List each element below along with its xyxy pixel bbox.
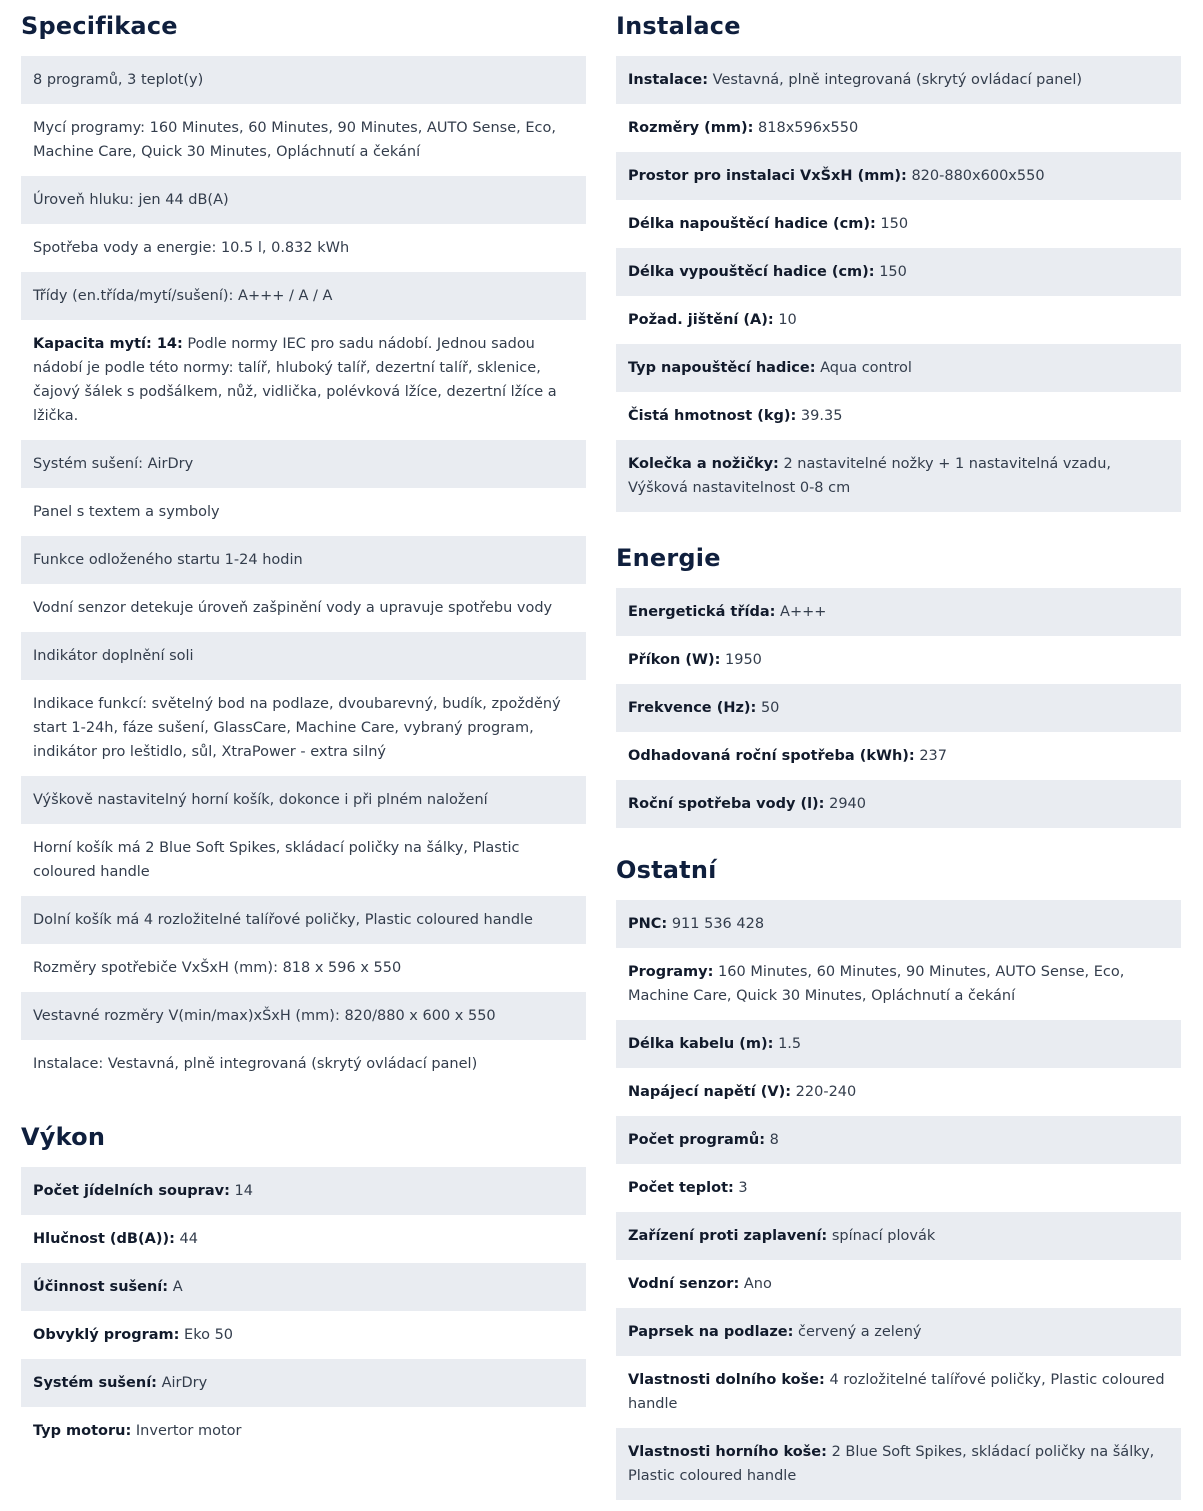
section-title-instalace: Instalace [616, 12, 741, 40]
spec-value: Mycí programy: 160 Minutes, 60 Minutes, 90 Minutes, AUTO Sense, Eco, Machine Care, Quick 30 Minutes, Opláchnutí a čekání [33, 120, 556, 160]
spec-row [21, 1040, 586, 1088]
spec-row [616, 948, 1181, 1020]
spec-value: 820-880x600x550 [911, 168, 1045, 184]
spec-value: Vestavné rozměry V(min/max)xŠxH (mm): 820/880 x 600 x 550 [33, 1008, 496, 1024]
spec-row [616, 1164, 1181, 1212]
spec-value: Výškově nastavitelný horní košík, dokonce i při plném naložení [33, 792, 488, 808]
spec-row [616, 200, 1181, 248]
spec-row [21, 440, 586, 488]
spec-value: Eko 50 [184, 1327, 234, 1343]
performance-list [21, 1167, 586, 1455]
spec-value: A [172, 1279, 183, 1295]
spec-row [616, 392, 1181, 440]
spec-value: červený a zelený [798, 1324, 922, 1340]
spec-value: Úroveň hluku: jen 44 dB(A) [33, 192, 229, 208]
spec-value: 44 [179, 1231, 198, 1247]
spec-value: 911 536 428 [671, 916, 765, 932]
spec-label: Systém sušení: [33, 1375, 157, 1391]
spec-row [21, 632, 586, 680]
spec-row [616, 684, 1181, 732]
spec-label: Paprsek na podlaze: [628, 1324, 794, 1340]
spec-label: Programy: [628, 964, 714, 980]
spec-label: Instalace: [628, 72, 709, 88]
spec-value: Invertor motor [135, 1423, 242, 1439]
other-list [616, 900, 1181, 1500]
spec-row [616, 440, 1181, 512]
right-column [616, 0, 1181, 1500]
spec-row [21, 584, 586, 632]
installation-list [616, 56, 1181, 512]
spec-row [21, 776, 586, 824]
spec-label: Energetická třída: [628, 604, 776, 620]
spec-value: 3 [738, 1180, 748, 1196]
spec-list [21, 56, 586, 1088]
spec-value: 150 [880, 216, 909, 232]
spec-value: 1.5 [778, 1036, 802, 1052]
section-title-energie: Energie [616, 544, 721, 572]
spec-label: Délka vypouštěcí hadice (cm): [628, 264, 875, 280]
spec-row [21, 1359, 586, 1407]
spec-row [616, 1068, 1181, 1116]
spec-value: Instalace: Vestavná, plně integrovaná (skrytý ovládací panel) [33, 1056, 478, 1072]
spec-label: Hlučnost (dB(A)): [33, 1231, 175, 1247]
spec-value: Aqua control [820, 360, 912, 376]
spec-value: 150 [879, 264, 907, 280]
spec-value: Systém sušení: AirDry [33, 456, 194, 472]
spec-label: Počet teplot: [628, 1180, 734, 1196]
spec-row [616, 1116, 1181, 1164]
spec-label: Rozměry (mm): [628, 120, 754, 136]
spec-value: 220-240 [795, 1084, 857, 1100]
spec-label: Délka kabelu (m): [628, 1036, 774, 1052]
spec-value: spínací plovák [831, 1228, 936, 1244]
spec-value: Panel s textem a symboly [33, 504, 220, 520]
spec-value: 237 [919, 748, 948, 764]
spec-value: Rozměry spotřebiče VxŠxH (mm): 818 x 596 x 550 [33, 960, 402, 976]
spec-row [616, 1428, 1181, 1500]
spec-value: 39.35 [800, 408, 843, 424]
spec-value: Indikátor doplnění soli [33, 648, 194, 664]
spec-row [21, 944, 586, 992]
spec-row [616, 296, 1181, 344]
spec-row [616, 248, 1181, 296]
spec-label: Prostor pro instalaci VxŠxH (mm): [628, 168, 907, 184]
spec-label: Napájecí napětí (V): [628, 1084, 792, 1100]
spec-row [21, 896, 586, 944]
spec-row [21, 56, 586, 104]
spec-value: Podle normy IEC pro sadu nádobí. Jednou sadou nádobí je podle této normy: talíř, hluboký talíř, dezertní talíř, sklenice, čajový šálek s podšálkem, nůž, vidlička, polévková lžíce, dezertní lžíce a lžička. [33, 336, 557, 424]
spec-label: Délka napouštěcí hadice (cm): [628, 216, 876, 232]
spec-row [21, 1215, 586, 1263]
spec-value: 818x596x550 [758, 120, 859, 136]
spec-row [21, 1407, 586, 1455]
spec-value: Spotřeba vody a energie: 10.5 l, 0.832 kWh [33, 240, 350, 256]
spec-row [616, 56, 1181, 104]
spec-label: Roční spotřeba vody (l): [628, 796, 825, 812]
spec-row [616, 1356, 1181, 1428]
spec-value: Dolní košík má 4 rozložitelné talířové poličky, Plastic coloured handle [33, 912, 533, 928]
spec-label: Typ napouštěcí hadice: [628, 360, 816, 376]
spec-label: Příkon (W): [628, 652, 721, 668]
spec-label: Kolečka a nožičky: [628, 456, 779, 472]
spec-row [21, 992, 586, 1040]
spec-label: Počet jídelních souprav: [33, 1183, 230, 1199]
spec-value: 14 [234, 1183, 253, 1199]
spec-value: Třídy (en.třída/mytí/sušení): A+++ / A / A [33, 288, 333, 304]
spec-label: Typ motoru: [33, 1423, 132, 1439]
spec-value: 8 programů, 3 teplot(y) [33, 72, 204, 88]
spec-value: 1950 [725, 652, 762, 668]
spec-label: Čistá hmotnost (kg): [628, 408, 797, 424]
spec-value: 160 Minutes, 60 Minutes, 90 Minutes, AUTO Sense, Eco, Machine Care, Quick 30 Minutes, Opláchnutí a čekání [628, 964, 1125, 1004]
spec-row [21, 320, 586, 440]
spec-label: Vlastnosti dolního koše: [628, 1372, 825, 1388]
section-title-vykon: Výkon [21, 1123, 106, 1151]
energy-list [616, 588, 1181, 828]
spec-value: AirDry [161, 1375, 208, 1391]
spec-row [616, 732, 1181, 780]
spec-value: 2 Blue Soft Spikes, skládací poličky na šálky, Plastic coloured handle [628, 1444, 1155, 1484]
spec-value: 50 [760, 700, 780, 716]
spec-row [616, 1212, 1181, 1260]
spec-label: Počet programů: [628, 1132, 766, 1148]
spec-value: 8 [769, 1132, 779, 1148]
spec-row [21, 488, 586, 536]
spec-label: Obvyklý program: [33, 1327, 180, 1343]
spec-row [616, 152, 1181, 200]
spec-row [616, 636, 1181, 684]
spec-row [616, 344, 1181, 392]
spec-row [21, 680, 586, 776]
spec-label: Frekvence (Hz): [628, 700, 757, 716]
spec-row [21, 1263, 586, 1311]
spec-value: 2 nastavitelné nožky + 1 nastavitelná vzadu, Výšková nastavitelnost 0-8 cm [628, 456, 1111, 496]
spec-value: Horní košík má 2 Blue Soft Spikes, skládací poličky na šálky, Plastic coloured handle [33, 840, 520, 880]
spec-label: Zařízení proti zaplavení: [628, 1228, 828, 1244]
spec-value: A+++ [780, 604, 827, 620]
left-column [21, 0, 586, 1455]
spec-value: Vodní senzor detekuje úroveň zašpinění vody a upravuje spotřebu vody [33, 600, 553, 616]
spec-value: Indikace funkcí: světelný bod na podlaze, dvoubarevný, budík, zpožděný start 1-24h, fáze sušení, GlassCare, Machine Care, vybraný program, indikátor pro leštidlo, sůl, XtraPower - extra silný [33, 696, 561, 760]
spec-row [21, 104, 586, 176]
spec-label: PNC: [628, 916, 668, 932]
section-title-specifikace: Specifikace [21, 12, 178, 40]
spec-label: Odhadovaná roční spotřeba (kWh): [628, 748, 915, 764]
spec-row [21, 1311, 586, 1359]
spec-row [616, 1020, 1181, 1068]
spec-value: Ano [743, 1276, 772, 1292]
section-title-ostatni: Ostatní [616, 856, 717, 884]
spec-label: Požad. jištění (A): [628, 312, 774, 328]
spec-label: Vodní senzor: [628, 1276, 740, 1292]
spec-value: Funkce odloženého startu 1-24 hodin [33, 552, 303, 568]
spec-row [21, 176, 586, 224]
spec-value: 4 rozložitelné talířové poličky, Plastic coloured handle [628, 1372, 1165, 1412]
spec-row [21, 272, 586, 320]
spec-row [21, 536, 586, 584]
spec-value: Vestavná, plně integrovaná (skrytý ovládací panel) [712, 72, 1083, 88]
spec-row [616, 104, 1181, 152]
spec-label: Účinnost sušení: [33, 1279, 169, 1295]
spec-row [616, 780, 1181, 828]
spec-label: Vlastnosti horního koše: [628, 1444, 827, 1460]
spec-label: Kapacita mytí: 14: [33, 336, 183, 352]
spec-value: 2940 [829, 796, 866, 812]
spec-row [21, 1167, 586, 1215]
spec-value: 10 [778, 312, 797, 328]
spec-row [616, 588, 1181, 636]
spec-row [616, 1260, 1181, 1308]
spec-row [21, 824, 586, 896]
spec-row [616, 1308, 1181, 1356]
spec-row [616, 900, 1181, 948]
spec-row [21, 224, 586, 272]
